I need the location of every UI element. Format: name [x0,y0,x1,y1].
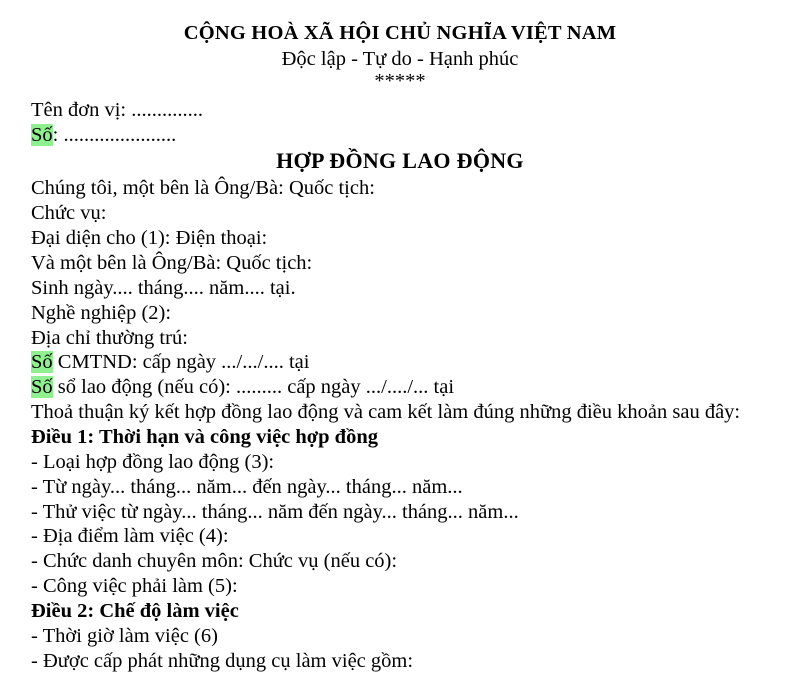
article-2-heading: Điều 2: Chế độ làm việc [31,600,239,622]
motto: Độc lập - Tự do - Hạnh phúc [281,48,519,70]
representative-line: Đại diện cho (1): Điện thoại: [31,227,268,249]
occupation-line: Nghề nghiệp (2): [31,302,172,324]
labor-book-line [31,375,454,399]
id-card-line [31,350,309,374]
stars-divider: ***** [374,70,426,92]
probation-line: - Thử việc từ ngày... tháng... năm đến ngày... tháng... năm... [31,501,519,523]
nation-heading: CỘNG HOÀ XÃ HỘI CHỦ NGHĨA VIỆT NAM [183,22,617,44]
agreement-line: Thoả thuận ký kết hợp đồng lao động và cam kết làm đúng những điều khoản sau đây: [31,401,741,423]
job-title-line: - Chức danh chuyên môn: Chức vụ (nếu có): [31,550,398,572]
equipment-line: - Được cấp phát những dụng cụ làm việc gồm: [31,650,414,672]
number-line [31,123,176,147]
position-line: Chức vụ: [31,202,107,224]
term-line: - Từ ngày... tháng... năm... đến ngày... tháng... năm... [31,476,463,498]
id-card-rest: CMTND: cấp ngày .../.../.... tại [52,351,310,373]
unit-line: Tên đơn vị: .............. [31,99,203,121]
highlighted-word: Số [31,376,53,398]
document-title: HỢP ĐỒNG LAO ĐỘNG [276,148,524,173]
workplace-line: - Địa điểm làm việc (4): [31,525,229,547]
working-hours-line: - Thời giờ làm việc (6) [31,625,218,647]
party-a-line: Chúng tôi, một bên là Ông/Bà: Quốc tịch: [31,177,375,199]
birth-line: Sinh ngày.... tháng.... năm.... tại. [31,277,296,299]
number-line-rest: : ...................... [52,124,177,146]
labor-book-rest: sổ lao động (nếu có): ......... cấp ngày .../..../... tại [52,376,455,398]
highlighted-word: Số [31,124,53,146]
party-b-line: Và một bên là Ông/Bà: Quốc tịch: [31,252,313,274]
article-1-heading: Điều 1: Thời hạn và công việc hợp đồng [31,426,378,448]
duties-line: - Công việc phải làm (5): [31,575,238,597]
contract-type-line: - Loại hợp đồng lao động (3): [31,451,275,473]
highlighted-word: Số [31,351,53,373]
address-line: Địa chỉ thường trú: [31,327,188,349]
